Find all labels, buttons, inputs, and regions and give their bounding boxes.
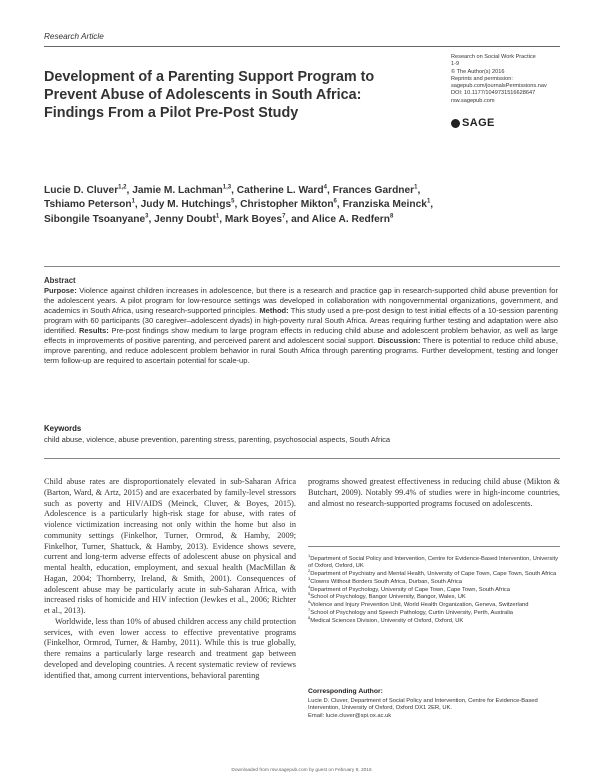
author-affiliation-number: 1,2 bbox=[118, 184, 127, 191]
journal-site[interactable]: rsw.sagepub.com bbox=[451, 97, 495, 104]
affiliation-number: 2 bbox=[308, 568, 311, 574]
affiliation-text: Violence and Injury Prevention Unit, World Health Organization, Geneva, Switzerland bbox=[310, 602, 529, 609]
doi[interactable]: DOI: 10.1177/1049731516628647 bbox=[451, 90, 536, 97]
affiliation-text: School of Psychology, Bangor University, Bangor, Wales, UK bbox=[310, 594, 466, 601]
corresponding-author-email[interactable]: Email: lucie.cluver@spi.ox.ac.uk bbox=[308, 712, 392, 719]
affiliation-item bbox=[308, 599, 560, 609]
author-name: Sibongile Tsoanyane bbox=[44, 213, 146, 225]
author-name: Judy M. Hutchings bbox=[140, 199, 232, 211]
author-affiliation-number: 8 bbox=[389, 213, 394, 220]
keywords-list: child abuse, violence, abuse prevention, parenting stress, parenting, psychosocial aspects, South Africa bbox=[44, 435, 391, 444]
affiliation-item bbox=[308, 583, 560, 594]
affiliation-text: Department of Psychology, University of Cape Town, Cape Town, South Africa bbox=[310, 586, 511, 593]
author-affiliation-number: 6 bbox=[333, 199, 337, 206]
abstract-body bbox=[44, 286, 558, 366]
author-affiliation-number: 1,3 bbox=[222, 184, 232, 191]
body-column-right bbox=[308, 477, 560, 509]
body-paragraph: Child abuse rates are disproportionately elevated in sub-Saharan Africa (Barton, Ward, & Artz, 2015) and are exacerbated by family-level stressors such as poverty and HIV/AIDS (Meinck, Cluver, & Boyes, 2015). Adolescence is a particularly high-risk stage for abuse, with rates of violence victimization increasing not only within the home but also in community settings (Finkelhor, Turner, Ormrod, & Hamby, 2009; Finkelhor, Turner, Shattuck, & Hamby, 2013). Evidence shows severe, current and long-term adverse effects of adolescent abuse on physical and mental health, education, employment, and sexual health (MacMillan & Hagan, 2004; Thornberry, Ireland, & Smith, 2001). Consequences of adolescent abuse may be particularly acute in sub-Saharan Africa, with increased risks of homicide and HIV infection (Jewkes et al., 2006; Richter et al., 2013). bbox=[44, 477, 296, 615]
purpose-label: Purpose: bbox=[44, 286, 77, 295]
affiliation-text: Department of Psychiatry and Mental Health, University of Cape Town, Cape Town, South Africa bbox=[310, 571, 557, 578]
body-divider bbox=[44, 458, 560, 459]
sage-logo bbox=[451, 118, 511, 132]
affiliation-text: Clowns Without Borders South Africa, Durban, South Africa bbox=[310, 578, 462, 585]
affiliation-item bbox=[308, 553, 560, 574]
reprints-link[interactable]: sagepub.com/journalsPermissions.nav bbox=[451, 83, 547, 90]
author-affiliation-number: 1 bbox=[215, 213, 220, 220]
body-column-left bbox=[44, 477, 296, 681]
author-name: Alice A. Redfern bbox=[311, 213, 390, 225]
affiliation-text: Department of Social Policy and Intervention, Centre for Evidence-Based Intervention, University of Oxford, Oxford, UK bbox=[308, 556, 559, 570]
author-separator: , bbox=[326, 185, 333, 196]
article-title: Development of a Parenting Support Program to Prevent Abuse of Adolescents in South Africa: Findings From a Pilot Pre-Post Study bbox=[44, 69, 375, 121]
affiliation-number: 6 bbox=[308, 599, 311, 605]
author-affiliation-number: 1 bbox=[426, 199, 431, 206]
author-affiliation-number: 3 bbox=[145, 213, 149, 220]
affiliation-item bbox=[308, 575, 560, 586]
body-paragraph: Worldwide, less than 10% of abused children access any child protection services, with even lower access to effective preventative programs (Finkelhor, Ormrod, Turner, & Hamby, 2011). While this is true globally, there remains a particularly large research and treatment gap between developed and developing countries. A recent systematic review of reviews identified that, among current interventions, behavioral parenting bbox=[44, 616, 296, 680]
affiliations-divider bbox=[308, 546, 560, 547]
author-affiliation-number: 7 bbox=[282, 213, 286, 220]
author-name: Tshiamo Peterson bbox=[44, 199, 132, 211]
affiliation-number: 7 bbox=[308, 607, 311, 613]
section-label: Research Article bbox=[44, 32, 104, 41]
author-separator: , bbox=[234, 199, 241, 211]
corresponding-author-heading: Corresponding Author: bbox=[308, 688, 383, 695]
journal-name: Research on Social Work Practice bbox=[451, 54, 536, 60]
author-name: Jamie M. Lachman bbox=[132, 185, 223, 196]
results-text: Pre-post findings show medium to large program effects in reducing child abuse and adolescent problem behavior, as well as large effects in improvements of positive parenting, and perceived parent and adolescent social support. bbox=[44, 326, 558, 345]
author-separator: , bbox=[336, 199, 343, 211]
copyright: © The Author(s) 2016 bbox=[451, 68, 505, 75]
download-footer: Downloaded from rsw.sagepub.com by guest on February 9, 2016 bbox=[231, 768, 372, 773]
author-list bbox=[44, 184, 464, 227]
author-name: Jenny Doubt bbox=[154, 213, 216, 225]
author-separator: , bbox=[134, 199, 141, 211]
purpose-text: Violence against children increases in adolescence, but there is a research and practice gap in research-supported child abuse prevention for the adolescent years. A pilot program for low-resource settings was developed in collaboration with nongovernmental organizations, government, and academics in South Africa, using research-supported principles. bbox=[44, 286, 558, 315]
affiliation-item bbox=[308, 568, 560, 578]
discussion-text: There is potential to reduce child abuse, improve parenting, and reduce adolescent problem behavior in rural South Africa through parenting programs. Further development, testing and longer term follow-up are required to ascertain potential for scale-up. bbox=[44, 336, 558, 365]
author-separator: , bbox=[417, 185, 421, 196]
affiliation-text: School of Psychology and Speech Pathology, Curtin University, Perth, Australia bbox=[310, 610, 514, 617]
author-separator: , and bbox=[285, 213, 312, 225]
author-separator: , bbox=[430, 199, 434, 211]
header-divider bbox=[44, 46, 560, 47]
abstract-heading: Abstract bbox=[44, 276, 76, 285]
body-paragraph: programs showed greatest effectiveness in reducing child abuse (Mikton & Butchart, 2009). Notably 99.4% of studies were in high-income countries, and almost no research-supported programs focused on adolescents. bbox=[308, 477, 560, 508]
affiliation-number: 8 bbox=[308, 614, 311, 620]
author-affiliation-number: 1 bbox=[414, 184, 418, 191]
method-label: Method: bbox=[259, 306, 289, 315]
author-name: Christopher Mikton bbox=[240, 199, 334, 211]
affiliation-item bbox=[308, 607, 560, 617]
discussion-label: Discussion: bbox=[377, 336, 421, 345]
affiliation-number: 4 bbox=[308, 583, 311, 589]
author-affiliation-number: 1 bbox=[131, 199, 135, 206]
author-affiliation-number: 4 bbox=[323, 184, 327, 191]
author-affiliation-number: 5 bbox=[231, 199, 235, 206]
affiliation-number: 5 bbox=[308, 591, 311, 597]
author-name: Frances Gardner bbox=[332, 185, 415, 196]
author-name: Lucie D. Cluver bbox=[44, 185, 119, 196]
affiliation-text: Medical Sciences Division, University of Oxford, Oxford, UK bbox=[310, 617, 464, 624]
abstract-divider bbox=[44, 266, 560, 267]
author-separator: , bbox=[231, 185, 237, 196]
sage-logo-text: SAGE bbox=[462, 117, 495, 129]
affiliation-number: 3 bbox=[308, 575, 311, 581]
corresponding-author-address: Lucie D. Cluver, Department of Social Policy and Intervention, Centre for Evidence-Based Intervention, University of Oxford, Oxford OX1 2ER, UK. bbox=[308, 698, 538, 712]
author-separator: , bbox=[219, 213, 225, 225]
keywords-heading: Keywords bbox=[44, 424, 82, 433]
affiliation-number: 1 bbox=[308, 553, 311, 559]
author-name: Catherine L. Ward bbox=[236, 185, 324, 196]
publication-info bbox=[451, 54, 569, 105]
author-name: Mark Boyes bbox=[224, 213, 283, 225]
reprints-label: Reprints and permission: bbox=[451, 75, 513, 82]
author-separator: , bbox=[126, 185, 133, 196]
author-separator: , bbox=[148, 213, 155, 225]
method-text: This study used a pre-post design to test initial effects of a 10-session parenting program with 60 participants (30 caregiver–adolescent dyads) in high-poverty rural South Africa. Areas requiring further testing and adaptation were also identified. bbox=[44, 306, 558, 335]
corresponding-author bbox=[308, 698, 560, 720]
author-name: Franziska Meinck bbox=[342, 199, 427, 211]
page-range: 1-9 bbox=[451, 61, 460, 68]
affiliation-item bbox=[308, 614, 560, 625]
sage-logo-icon bbox=[451, 119, 460, 128]
results-label: Results: bbox=[78, 326, 109, 335]
affiliation-item bbox=[308, 591, 560, 601]
affiliations-list bbox=[308, 553, 560, 626]
